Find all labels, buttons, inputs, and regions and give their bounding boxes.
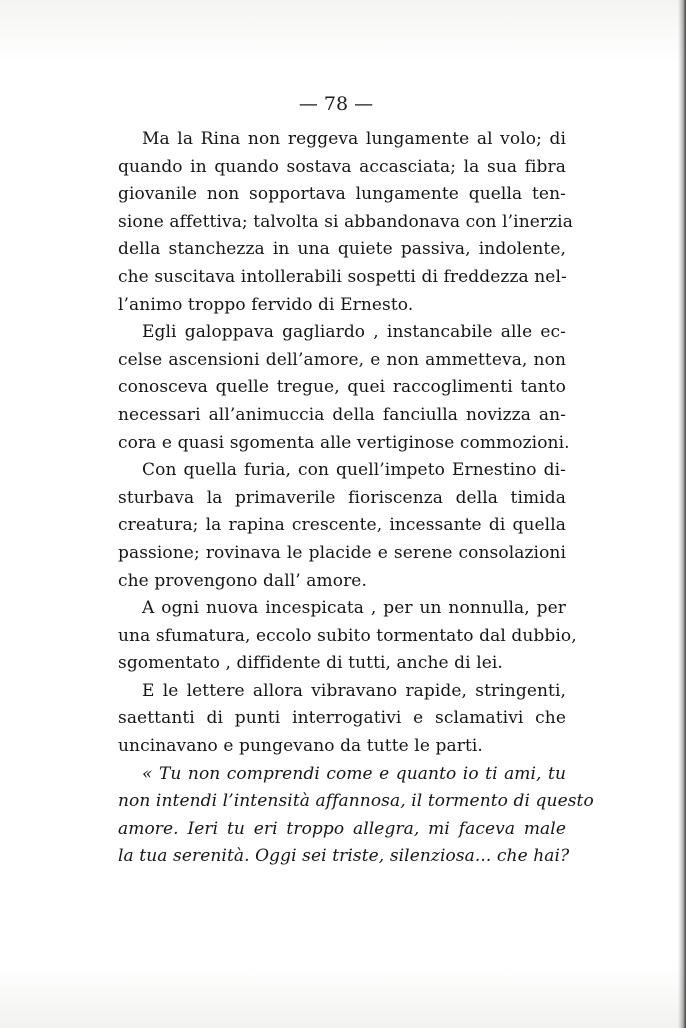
text-line: quando in quando sostava accasciata; la sua fibra <box>118 156 566 177</box>
text-line: creatura; la rapina crescente, incessante di quella <box>118 515 566 536</box>
text-line: conosceva quelle tregue, quei raccoglimenti tanto <box>118 377 566 398</box>
paragraph <box>118 319 570 457</box>
text-line: E le lettere allora vibravano rapide, stringenti, <box>142 680 566 701</box>
text-line: sione affettiva; talvolta si abbandonava con l’inerzia <box>118 211 573 232</box>
paragraph <box>118 678 566 761</box>
text-line: passione; rovinava le placide e serene consolazioni <box>118 542 566 563</box>
text-line: l’animo troppo fervido di Ernesto. <box>118 294 414 315</box>
text-line: necessari all’animuccia della fanciulla novizza an- <box>118 404 566 425</box>
text-line: una sfumatura, eccolo subito tormentato dal dubbio, <box>118 625 577 646</box>
text-line: sturbava la primaverile fioriscenza della timida <box>118 487 566 508</box>
text-line: non intendi l’intensità affannosa, il tormento di questo <box>118 791 594 812</box>
paragraph <box>118 126 573 319</box>
text-line: della stanchezza in una quiete passiva, indolente, <box>118 239 566 260</box>
text-line: che provengono dall’ amore. <box>118 570 367 591</box>
paragraph <box>118 457 566 595</box>
page-number: — 78 — <box>298 93 374 115</box>
text-line: A ogni nuova incespicata , per un nonnulla, per <box>142 598 566 619</box>
text-line: cora e quasi sgomenta alle vertiginose commozioni. <box>118 432 570 453</box>
text-line: celse ascensioni dell’amore, e non ammetteva, non <box>118 349 566 370</box>
text-line: saettanti di punti interrogativi e sclamativi che <box>118 708 566 729</box>
text-line: la tua serenità. Oggi sei triste, silenziosa... che hai? <box>118 846 570 867</box>
text-line: che suscitava intollerabili sospetti di freddezza nel- <box>118 266 567 287</box>
paragraph <box>118 595 577 678</box>
page-edge-shadow <box>678 0 686 1028</box>
text-line: giovanile non sopportava lungamente quella ten- <box>118 184 566 205</box>
text-line: sgomentato , diffidente di tutti, anche di lei. <box>118 653 503 674</box>
text-line: Con quella furia, con quell’impeto Ernestino di- <box>142 460 566 481</box>
body-text <box>118 126 594 871</box>
text-line: amore. Ieri tu eri troppo allegra, mi faceva male <box>118 818 566 839</box>
text-line: Egli galoppava gagliardo , instancabile alle ec- <box>142 322 566 343</box>
quoted-letter-paragraph <box>118 761 594 871</box>
text-line: uncinavano e pungevano da tutte le parti. <box>118 736 483 757</box>
text-line: Ma la Rina non reggeva lungamente al volo; di <box>142 129 566 149</box>
text-line: « Tu non comprendi come e quanto io ti ami, tu <box>142 763 566 784</box>
